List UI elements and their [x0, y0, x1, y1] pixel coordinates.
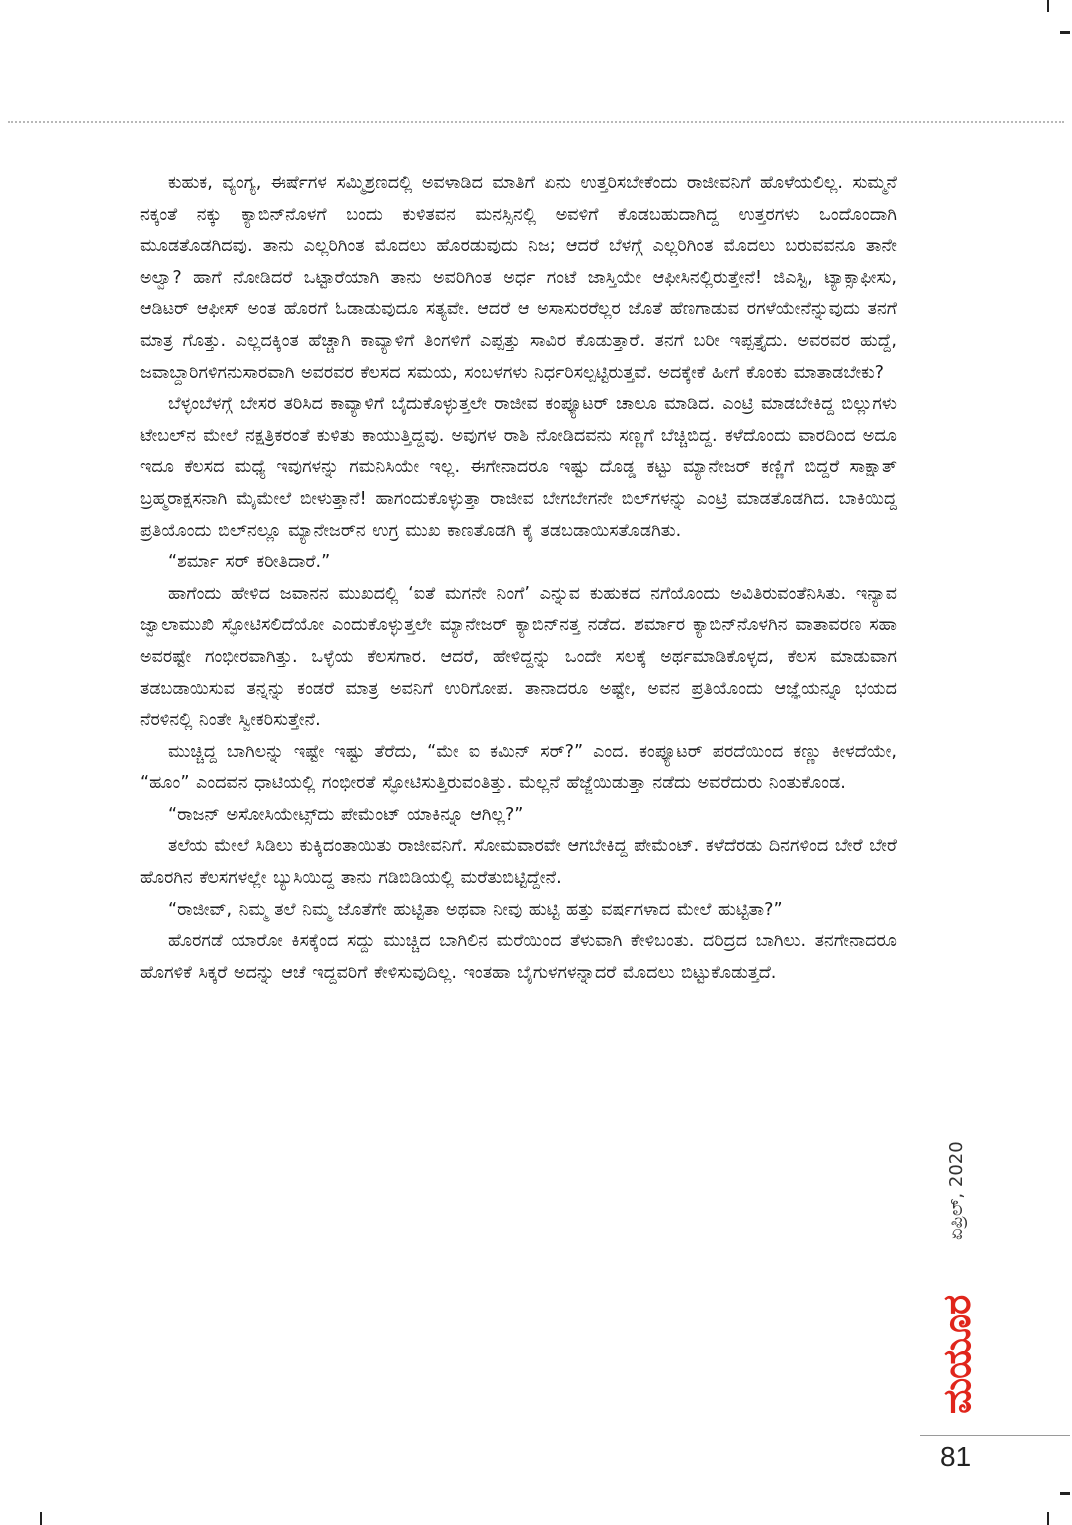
- crop-mark-bottom-right: [1047, 1512, 1049, 1525]
- article-paragraph: ಮುಚ್ಚಿದ್ದ ಬಾಗಿಲನ್ನು ಇಷ್ಟೇ ಇಷ್ಟು ತೆರೆದು, “ಮೇ ಐ ಕಮಿನ್ ಸರ್?” ಎಂದ. ಕಂಪ್ಯೂಟರ್ ಪರದೆಯಿಂದ ಕಣ್ಣು ಕೀಳದೆಯೇ, “ಹೂಂ” ಎಂದವನ ಧಾಟಿಯಲ್ಲಿ ಗಂಭೀರತೆ ಸ್ಫೋಟಿಸುತ್ತಿರುವಂತಿತ್ತು. ಮೆಲ್ಲನೆ ಹೆಜ್ಜೆಯಿಡುತ್ತಾ ನಡೆದು ಅವರೆದುರು ನಿಂತುಕೊಂಡ.: [140, 741, 897, 794]
- page-number: 81: [940, 1441, 972, 1472]
- crop-mark-top-right: [1047, 0, 1049, 12]
- magazine-logo: ಮಯೂರ: [935, 1295, 979, 1414]
- article-paragraph: ತಲೆಯ ಮೇಲೆ ಸಿಡಿಲು ಕುಕ್ಕಿದಂತಾಯಿತು ರಾಜೀವನಿಗೆ. ಸೋಮವಾರವೇ ಆಗಬೇಕಿದ್ದ ಪೇಮೆಂಟ್. ಕಳೆದೆರಡು ದಿನಗಳಿಂದ ಬೇರೆ ಬೇರೆ ಹೊರಗಿನ ಕೆಲಸಗಳಲ್ಲೇ ಬ್ಯುಸಿಯಿದ್ದ ತಾನು ಗಡಿಬಿಡಿಯಲ್ಲಿ ಮರೆತುಬಿಟ್ಟಿದ್ದೇನೆ.: [140, 836, 898, 889]
- article-body: [140, 168, 897, 989]
- header-dotted-rule: [8, 121, 1064, 123]
- article-paragraph: ಕುಹುಕ, ವ್ಯಂಗ್ಯ, ಈರ್ಷೆಗಳ ಸಮ್ಮಿಶ್ರಣದಲ್ಲಿ ಅವಳಾಡಿದ ಮಾತಿಗೆ ಏನು ಉತ್ತರಿಸಬೇಕೆಂದು ರಾಜೀವನಿಗೆ ಹೊಳೆಯಲಿಲ್ಲ. ಸುಮ್ಮನೆ ನಕ್ಕಂತೆ ನಕ್ಕು ಕ್ಯಾಬಿನ್‌ನೊಳಗೆ ಬಂದು ಕುಳಿತವನ ಮನಸ್ಸಿನಲ್ಲಿ ಅವಳಿಗೆ ಕೊಡಬಹುದಾಗಿದ್ದ ಉತ್ತರಗಳು ಒಂದೊಂದಾಗಿ ಮೂಡತೊಡಗಿದವು. ತಾನು ಎಲ್ಲರಿಗಿಂತ ಮೊದಲು ಹೊರಡುವುದು ನಿಜ; ಆದರೆ ಬೆಳಗ್ಗೆ ಎಲ್ಲರಿಗಿಂತ ಮೊದಲು ಬರುವವನೂ ತಾನೇ ಅಲ್ವಾ? ಹಾಗೆ ನೋಡಿದರೆ ಒಟ್ಟಾರೆಯಾಗಿ ತಾನು ಅವರಿಗಿಂತ ಅರ್ಧ ಗಂಟೆ ಜಾಸ್ತಿಯೇ ಆಫೀಸಿನಲ್ಲಿರುತ್ತೇನೆ! ಜಿಎಸ್ಟಿ, ಟ್ಯಾಕ್ಸಾಫೀಸು, ಆಡಿಟರ್ ಆಫೀಸ್ ಅಂತ ಹೊರಗೆ ಓಡಾಡುವುದೂ ಸತ್ಯವೇ. ಆದರೆ ಆ ಅಸಾಸುರರೆಲ್ಲರ ಜೊತೆ ಹೆಣಗಾಡುವ ರಗಳೆಯೇನೆನ್ನುವುದು ತನಗೆ ಮಾತ್ರ ಗೊತ್ತು. ಎಲ್ಲದಕ್ಕಿಂತ ಹೆಚ್ಚಾಗಿ ಕಾವ್ಯಾಳಿಗೆ ತಿಂಗಳಿಗೆ ಎಪ್ಪತ್ತು ಸಾವಿರ ಕೊಡುತ್ತಾರೆ. ತನಗೆ ಬರೀ ಇಪ್ಪತ್ತೈದು. ಅವರವರ ಹುದ್ದೆ, ಜವಾಬ್ದಾರಿಗಳಿಗನುಸಾರವಾಗಿ ಅವರವರ ಕೆಲಸದ ಸಮಯ, ಸಂಬಳಗಳು ನಿರ್ಧರಿಸಲ್ಪಟ್ಟಿರುತ್ತವೆ. ಅದಕ್ಕೇಕೆ ಹೀಗೆ ಕೊಂಕು ಮಾತಾಡಬೇಕು?: [140, 173, 897, 383]
- article-paragraph: “ಶರ್ಮಾ ಸರ್ ಕರೀತಿದಾರೆ.”: [168, 552, 331, 573]
- page-number-rule: [920, 1435, 1070, 1436]
- crop-mark-bottom-left: [40, 1512, 42, 1525]
- article-paragraph: ಬೆಳ್ಳಂಬೆಳಗ್ಗೆ ಬೇಸರ ತರಿಸಿದ ಕಾವ್ಯಾಳಿಗೆ ಬೈದುಕೊಳ್ಳುತ್ತಲೇ ರಾಜೀವ ಕಂಪ್ಯೂಟರ್ ಚಾಲೂ ಮಾಡಿದ. ಎಂಟ್ರಿ ಮಾಡಬೇಕಿದ್ದ ಬಿಲ್ಲುಗಳು ಟೇಬಲ್‌ನ ಮೇಲೆ ನಕ್ಷತ್ರಿಕರಂತೆ ಕುಳಿತು ಕಾಯುತ್ತಿದ್ದವು. ಅವುಗಳ ರಾಶಿ ನೋಡಿದವನು ಸಣ್ಣಗೆ ಬೆಚ್ಚಿಬಿದ್ದ. ಕಳೆದೊಂದು ವಾರದಿಂದ ಅದೂ ಇದೂ ಕೆಲಸದ ಮಧ್ಯೆ ಇವುಗಳನ್ನು ಗಮನಿಸಿಯೇ ಇಲ್ಲ. ಈಗೇನಾದರೂ ಇಷ್ಟು ದೊಡ್ಡ ಕಟ್ಟು ಮ್ಯಾನೇಜರ್ ಕಣ್ಣಿಗೆ ಬಿದ್ದರೆ ಸಾಕ್ಷಾತ್ ಬ್ರಹ್ಮರಾಕ್ಷಸನಾಗಿ ಮೈಮೇಲೆ ಬೀಳುತ್ತಾನೆ! ಹಾಗಂದುಕೊಳ್ಳುತ್ತಾ ರಾಜೀವ ಬೇಗಬೇಗನೇ ಬಿಲ್‌ಗಳನ್ನು ಎಂಟ್ರಿ ಮಾಡತೊಡಗಿದ. ಬಾಕಿಯಿದ್ದ ಪ್ರತಿಯೊಂದು ಬಿಲ್‌ನಲ್ಲೂ ಮ್ಯಾನೇಜರ್‌ನ ಉಗ್ರ ಮುಖ ಕಾಣತೊಡಗಿ ಕೈ ತಡಬಡಾಯಿಸತೊಡಗಿತು.: [140, 394, 897, 541]
- crop-mark-right-upper: [1060, 31, 1070, 34]
- article-paragraph: ಹೊರಗಡೆ ಯಾರೋ ಕಿಸಕ್ಕೆಂದ ಸದ್ದು ಮುಚ್ಚಿದ ಬಾಗಿಲಿನ ಮರೆಯಿಂದ ತೆಳುವಾಗಿ ಕೇಳಿಬಂತು. ದರಿದ್ರದ ಬಾಗಿಲು. ತನಗೇನಾದರೂ ಹೊಗಳಿಕೆ ಸಿಕ್ಕರೆ ಅದನ್ನು ಆಚೆ ಇದ್ದವರಿಗೆ ಕೇಳಿಸುವುದಿಲ್ಲ. ಇಂತಹಾ ಬೈಗುಳಗಳನ್ನಾದರೆ ಮೊದಲು ಬಿಟ್ಟುಕೊಡುತ್ತದೆ.: [140, 931, 897, 983]
- article-paragraph: “ರಾಜೀವ್, ನಿಮ್ಮ ತಲೆ ನಿಮ್ಮ ಜೊತೆಗೇ ಹುಟ್ಟಿತಾ ಅಥವಾ ನೀವು ಹುಟ್ಟಿ ಹತ್ತು ವರ್ಷಗಳಾದ ಮೇಲೆ ಹುಟ್ಟಿತಾ?”: [168, 899, 783, 920]
- article-paragraph: ಹಾಗೆಂದು ಹೇಳಿದ ಜವಾನನ ಮುಖದಲ್ಲಿ ‘ಐತೆ ಮಗನೇ ನಿಂಗೆ’ ಎನ್ನುವ ಕುಹುಕದ ನಗೆಯೊಂದು ಅವಿತಿರುವಂತೆನಿಸಿತು. ಇನ್ಯಾವ ಜ್ವಾಲಾಮುಖಿ ಸ್ಫೋಟಿಸಲಿದೆಯೋ ಎಂದುಕೊಳ್ಳುತ್ತಲೇ ಮ್ಯಾನೇಜರ್ ಕ್ಯಾಬಿನ್‌ನತ್ತ ನಡೆದ. ಶರ್ಮಾರ ಕ್ಯಾಬಿನ್‌ನೊಳಗಿನ ವಾತಾವರಣ ಸಹಾ ಅವರಷ್ಟೇ ಗಂಭೀರವಾಗಿತ್ತು. ಒಳ್ಳೆಯ ಕೆಲಸಗಾರ. ಆದರೆ, ಹೇಳಿದ್ದನ್ನು ಒಂದೇ ಸಲಕ್ಕೆ ಅರ್ಥಮಾಡಿಕೊಳ್ಳದ, ಕೆಲಸ ಮಾಡುವಾಗ ತಡಬಡಾಯಿಸುವ ತನ್ನನ್ನು ಕಂಡರೆ ಮಾತ್ರ ಅವನಿಗೆ ಉರಿಗೋಪ. ತಾನಾದರೂ ಅಷ್ಟೇ, ಅವನ ಪ್ರತಿಯೊಂದು ಆಜ್ಞೆಯನ್ನೂ ಭಯದ ನೆರಳಿನಲ್ಲಿ ನಿಂತೇ ಸ್ವೀಕರಿಸುತ್ತೇನೆ.: [140, 583, 897, 731]
- page-sidebar: [920, 1090, 1070, 1430]
- issue-date: ಏಪ್ರಿಲ್, 2020: [946, 1141, 967, 1240]
- crop-mark-right-lower: [1060, 1492, 1070, 1495]
- article-paragraph: “ರಾಜನ್ ಅಸೋಸಿಯೇಟ್ಸ್‌ದು ಪೇಮೆಂಟ್ ಯಾಕಿನ್ನೂ ಆಗಿಲ್ಲ?”: [168, 804, 524, 825]
